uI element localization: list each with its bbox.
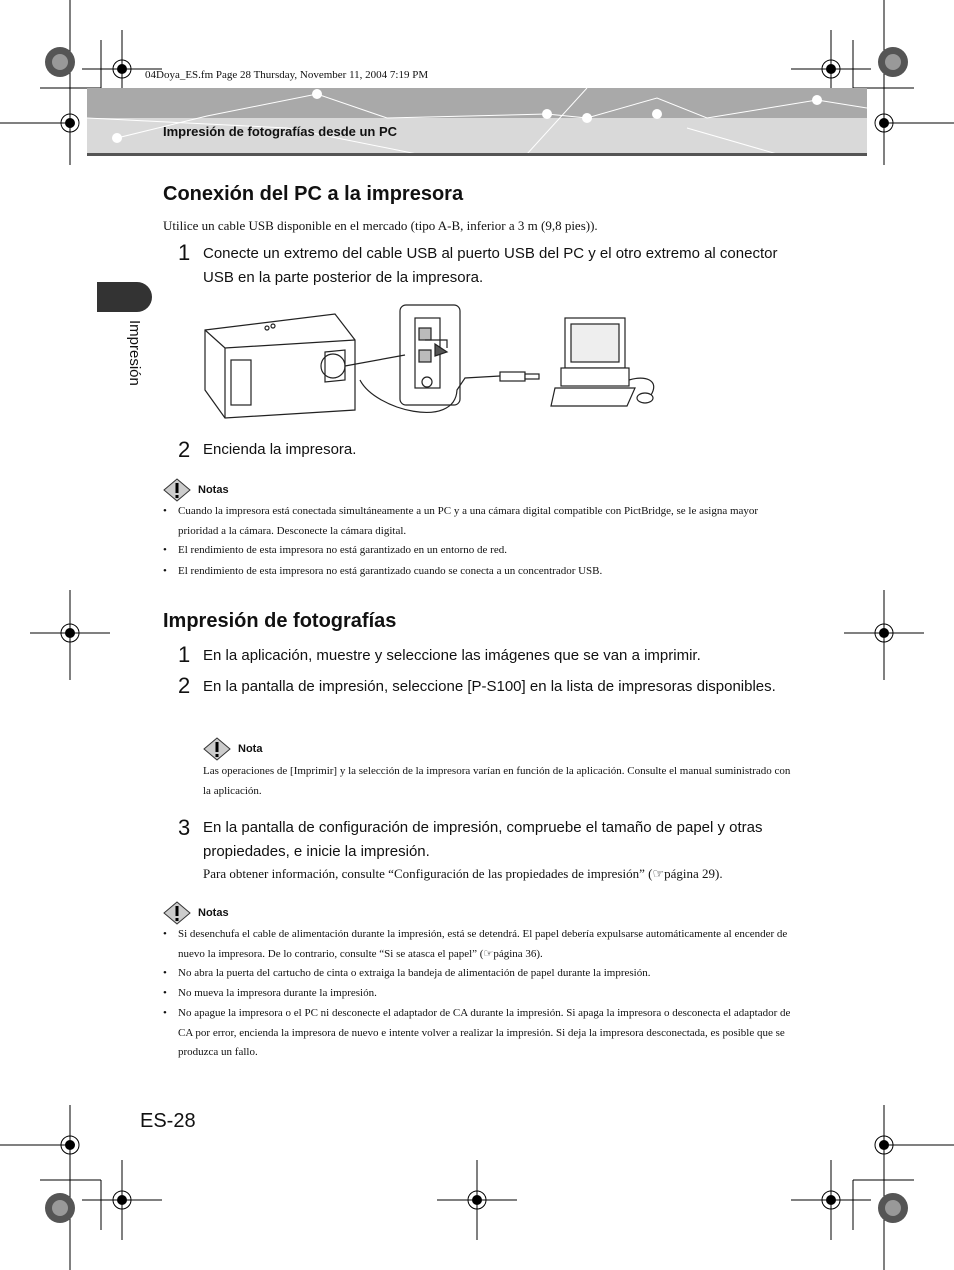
notes-label: Notas [198,484,229,496]
bullet: • [163,565,167,577]
bullet: • [163,1007,167,1019]
bullet: • [163,967,167,979]
reference-page: página 29). [664,866,723,881]
bullet: • [163,505,167,517]
note-item: No mueva la impresora durante la impresión. [178,987,377,999]
pointing-hand-icon: ☞ [483,947,494,960]
note-page: página 36). [493,947,543,960]
note-item: Cuando la impresora está conectada simultáneamente a un PC y a una cámara digital compatible con PictBridge, se le asigna mayor prioridad a la cámara. Desconecte la cámara digital. [178,505,759,537]
page-number: ES-28 [140,1110,196,1132]
step-number: 3 [178,815,191,840]
step-number: 1 [178,642,191,667]
step-text: Encienda la impresora. [203,441,357,458]
note-item: No abra la puerta del cartucho de cinta o extraiga la bandeja de alimentación de papel durante la impresión. [178,967,651,979]
step3-reference [203,866,813,882]
pointing-hand-icon: ☞ [652,866,665,881]
section-title-printing: Impresión de fotografías [163,610,397,632]
nota-text: Las operaciones de [Imprimir] y la selección de la impresora varían en función de la aplicación. Consulte el manual suministrado con la aplicación. [203,765,791,797]
step-number: 2 [178,673,191,698]
bullet: • [163,987,167,999]
side-tab [97,282,152,312]
warning-diamond-icon [163,478,191,502]
header-title: Impresión de fotografías desde un PC [163,124,398,139]
note-item [178,925,793,964]
bullet: • [163,928,167,940]
step-text: En la pantalla de configuración de impresión, compruebe el tamaño de papel y otras propiedades, e inicie la impresión. [203,819,763,860]
file-info: 04Doya_ES.fm Page 28 Thursday, November 11, 2004 7:19 PM [145,69,429,81]
step-text: En la aplicación, muestre y seleccione las imágenes que se van a imprimir. [203,647,701,664]
warning-diamond-icon [163,901,191,925]
notes-label: Notas [198,907,229,919]
step-number: 1 [178,240,191,265]
side-tab-label: Impresión [126,320,143,386]
note-text: Si desenchufa el cable de alimentación durante la impresión, está se detendrá. El papel debería expulsarse automáticamente al encender de nuevo la impresora. De lo contrario, consulte “Si se atasca el papel” ( [178,928,788,960]
note-item: El rendimiento de esta impresora no está garantizado cuando se conecta a un concentrador USB. [178,565,603,577]
step-text: Conecte un extremo del cable USB al puerto USB del PC y el otro extremo al conector USB en la parte posterior de la impresora. [203,245,778,286]
note-item: El rendimiento de esta impresora no está garantizado en un entorno de red. [178,544,507,556]
note-item: No apague la impresora o el PC ni desconecte el adaptador de CA durante la impresión. Si apaga la impresora o desconecta el adaptador de CA por error, encienda la impresora de nuevo e intente volver a realizar la impresión. Si deja la impresora desconectada, es posible que se produzca un fallo. [178,1007,791,1058]
section-title-connection: Conexión del PC a la impresora [163,183,464,205]
header-rule [87,153,867,156]
header-decoration [87,88,867,154]
step-number: 2 [178,437,191,462]
warning-diamond-icon [203,737,231,761]
usb-connection-illustration [195,300,665,430]
nota-label: Nota [238,743,263,755]
step-text: En la pantalla de impresión, seleccione [P-S100] en la lista de impresoras disponibles. [203,678,776,695]
bullet: • [163,544,167,556]
reference-text: Para obtener información, consulte “Configuración de las propiedades de impresión” ( [203,866,653,881]
section-intro: Utilice un cable USB disponible en el mercado (tipo A-B, inferior a 3 m (9,8 pies)). [163,218,598,233]
